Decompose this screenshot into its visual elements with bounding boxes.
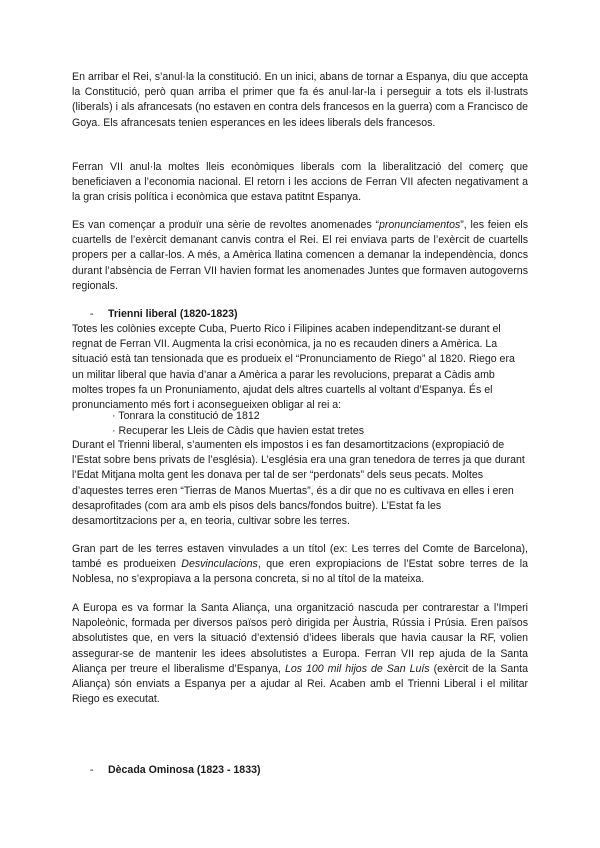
paragraph-desvinculacions: Gran part de les terres estaven vinvulades a un títol (ex: Les terres del Comte de Barcelona), també es produeixen Desvinculacions, que eren expropiacions de l’Estat sobre terres de la Noblesa, no s’expropiava a la persona concreta, si no al títol de la mateixa.: [72, 543, 528, 586]
list-item: · Tonrara la constitució de 1812: [112, 410, 260, 422]
paragraph-king-return: En arribar el Rei, s’anul·la la constitució. En un inici, abans de tornar a Espanya, diu que accepta la Constitució, però quan arriba el primer que fa és anul·lar-la i perseguir a tots els il·lustrats (liberals) i als afrancesats (no estaven en contra dels francesos en la guerra) com a Francisco de Goya. Els afrancesats tenien esperances en les idees liberals dels francesos.: [72, 71, 528, 129]
paragraph-colonies: Totes les colònies excepte Cuba, Puerto Rico i Filipines acaben independitzant-se durant el regnat de Ferran VII. Augmenta la crisi econòmica, ja no es recauden diners a Amèrica. La situació està tan tensionada que es produeix el “Pronunciamento de Riego” al 1820. Riego era un militar liberal que havia d’anar a Amèrica a parar les revolucions, preparat a Càdis amb moltes tropes fa un Pronuniamento, ajudat dels altres cuartells al voltant d’Espanya. És el pronunciamento més fort i aconsegueixen obligar al rei a:: [72, 323, 515, 412]
paragraph-pronunciamentos: Es van començar a produïr una sèrie de revoltes anomenades “pronunciamentos”, les feien els cuartells de l’exèrcit demanant canvis contra el Rei. El rei enviava parts de l’exèrcit de cuartells propers per a callar-los. A més, a Amèrica llatina comencen a demanar la independència, doncs durant l’absència de Ferran VII havien format les anomenades Juntes que formaven autogoverns regionals.: [72, 219, 528, 292]
bullet-dash: -: [90, 764, 94, 776]
paragraph-desamortitzacions: Durant el Trienni liberal, s’aumenten els impostos i es fan desamortitzacions (expropiació de l’Estat sobre bens privats de l’església). L’església era una gran tenedora de terres ja que durant l’Edat Mitjana molta gent les donava per tal de ser “perdonats” dels seus pecats. Moltes d’aquestes terres eren “Tierras de Manos Muertas”, és a dir que no es cultivava en elles i eren desaprofitades (com ara amb els pisos dels bancs/fondos buitre). L’Estat fa les desamortitzacions per a, en teoria, cultivar sobre les terres.: [72, 439, 525, 528]
term-100-mil-hijos: Los 100 mil hijos de San Luís: [284, 662, 430, 675]
paragraph-ferran-laws: Ferran VII anul·la moltes lleis econòmiques liberals com la liberalització del comerç que beneficiaven a l’economia nacional. El retorn i les accions de Ferran VII afecten negativament a la gran crisis política i econòmica que estava patitnt Espanya.: [72, 161, 528, 204]
list-conditions: [72, 409, 528, 439]
paragraph-santa-alianca: A Europa es va formar la Santa Aliança, una organització nascuda per contrarestar a l’Imperi Napoleònic, formada per diversos països però dirigida per Àustria, Rússia i Prúsia. Eren països absolutistes que, en vers la situació d’extensió d’idees liberals que havia causar la RF, volien assegurar-se de mantenir les idees absolutistes a Europa. Ferran VII rep ajuda de la Santa Aliança per treure el liberalisme d’Espanya, Los 100 mil hijos de San Luís (exèrcit de la Santa Aliança) són enviats a Espanya per a ajudar al Rei. Acaben amb el Trienni Liberal i el militar Riego es executat.: [72, 602, 528, 706]
heading-title: Trienni liberal (1820-1823): [108, 308, 238, 320]
list-item: · Recuperar les Lleis de Càdis que havien estat tretes: [112, 425, 365, 438]
term-pronunciamentos: pronunciamentos: [379, 219, 461, 231]
heading-decada-ominosa: [90, 763, 261, 778]
bullet-dash: -: [90, 308, 94, 320]
heading-title: Dècada Ominosa (1823 - 1833): [108, 764, 261, 776]
term-desvinculacions: Desvinculacions: [181, 558, 258, 571]
heading-trienni-liberal: [90, 307, 238, 322]
